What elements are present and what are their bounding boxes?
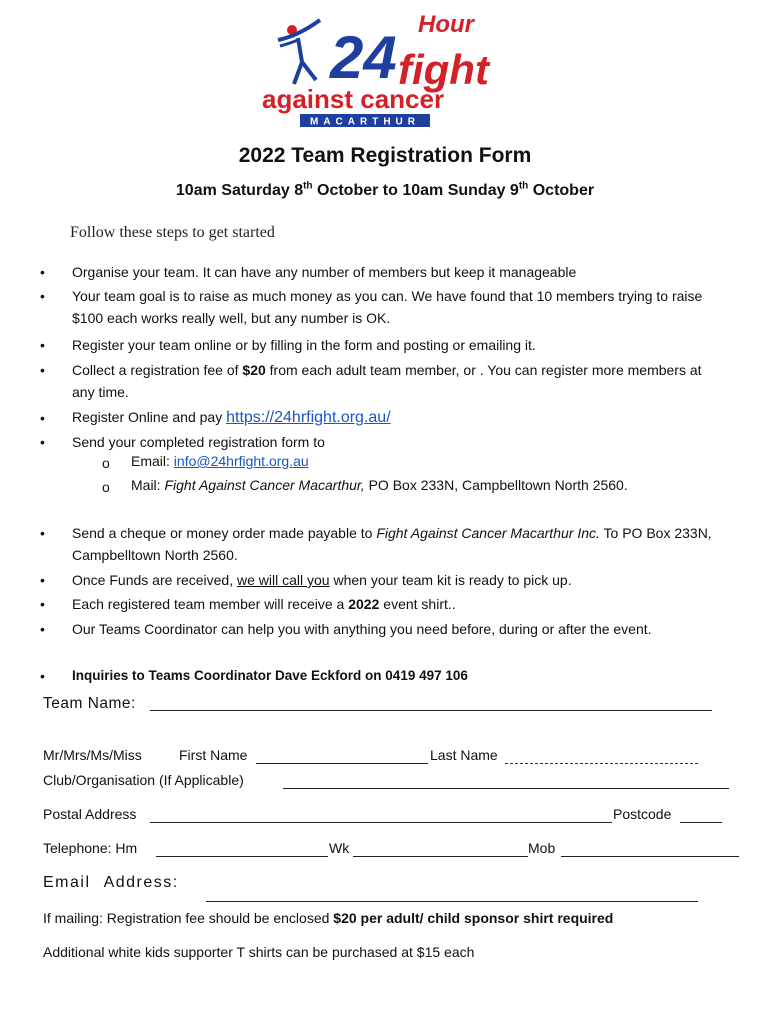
club-field[interactable] xyxy=(283,788,729,789)
telephone-work-label: Wk xyxy=(329,840,350,856)
registration-website-link[interactable]: https://24hrfight.org.au/ xyxy=(226,409,391,426)
team-name-field[interactable] xyxy=(150,710,712,711)
mail-label: Mail: xyxy=(131,477,165,493)
bullet: • xyxy=(40,668,45,684)
email-label: Email: xyxy=(131,453,174,469)
postcode-field[interactable] xyxy=(680,822,722,823)
bullet: • xyxy=(40,621,45,637)
event-dates xyxy=(0,182,770,200)
event-logo xyxy=(258,0,498,130)
intro-text: Follow these steps to get started xyxy=(70,224,275,241)
step-collect-fee xyxy=(72,359,712,403)
logo-word: fight xyxy=(398,46,489,93)
send-email-option xyxy=(131,453,309,469)
club-label: Club/Organisation (If Applicable) xyxy=(43,772,244,788)
step-text: Once Funds are received, xyxy=(72,572,237,588)
step-text: event shirt.. xyxy=(379,596,456,612)
bullet: • xyxy=(40,596,45,612)
bullet: • xyxy=(40,264,45,280)
email-address-field[interactable] xyxy=(206,901,698,902)
sub-bullet: o xyxy=(102,455,110,471)
bullet: • xyxy=(40,572,45,588)
postcode-label: Postcode xyxy=(613,806,672,822)
telephone-home-field[interactable] xyxy=(156,856,328,857)
bullet: • xyxy=(40,410,45,426)
sub-bullet: o xyxy=(102,479,110,495)
bullet: • xyxy=(40,288,45,304)
postal-address-label: Postal Address xyxy=(43,806,137,822)
mailing-note-text: If mailing: Registration fee should be enclosed xyxy=(43,910,334,926)
payee-name: Fight Against Cancer Macarthur Inc. xyxy=(376,525,600,541)
logo-tagline: against cancer xyxy=(262,84,445,114)
mailing-note xyxy=(43,910,613,926)
form-title: 2022 Team Registration Form xyxy=(238,144,532,167)
step-text: To PO Box 233N, Campbelltown North 2560. xyxy=(72,525,712,563)
event-dates-part: October xyxy=(528,182,595,199)
step-event-shirt xyxy=(72,593,712,615)
bullet: • xyxy=(40,362,45,378)
telephone-home-label: Telephone: Hm xyxy=(43,840,138,856)
email-address-label: Email Address: xyxy=(43,874,179,891)
event-dates-part: October to 10am Sunday 9 xyxy=(312,182,519,199)
logo-banner-text: MACARTHUR xyxy=(310,116,420,128)
coordinator-inquiries: Inquiries to Teams Coordinator Dave Eckford on 0419 497 106 xyxy=(72,668,468,683)
title-label: Mr/Mrs/Ms/Miss xyxy=(43,747,142,763)
event-dates-part: 10am Saturday 8 xyxy=(175,182,304,199)
step-funds-received xyxy=(72,569,712,591)
email-link[interactable]: info@24hrfight.org.au xyxy=(173,453,309,469)
step-register-online xyxy=(72,406,712,429)
step-register-team: Register your team online or by filling in the form and posting or emailing it. xyxy=(72,337,536,353)
ordinal-suffix: th xyxy=(518,180,529,192)
last-name-label: Last Name xyxy=(430,747,498,763)
mobile-field[interactable] xyxy=(561,856,739,857)
mobile-label: Mob xyxy=(528,840,556,856)
last-name-field[interactable] xyxy=(505,763,698,764)
first-name-field[interactable] xyxy=(256,763,428,764)
step-organise-team: Organise your team. It can have any number of members but keep it manageable xyxy=(72,264,577,280)
step-text: Register Online and pay xyxy=(72,409,227,425)
step-text: when your team kit is ready to pick up. xyxy=(329,572,572,588)
step-text: from each adult team member, or . You can register more members at any time. xyxy=(72,362,702,400)
step-text: Send a cheque or money order made payable to xyxy=(72,525,377,541)
mail-recipient: Fight Against Cancer Macarthur, xyxy=(164,477,365,493)
bullet: • xyxy=(40,337,45,353)
logo-figure-icon xyxy=(278,20,320,84)
step-send-cheque xyxy=(72,522,712,566)
call-note: we will call you xyxy=(236,572,330,588)
fee-amount: $20 xyxy=(242,362,266,378)
mail-address: PO Box 233N, Campbelltown North 2560. xyxy=(364,477,628,493)
ordinal-suffix: th xyxy=(303,180,313,192)
logo-top-word: Hour xyxy=(418,11,474,38)
mailing-fee: $20 per adult/ child sponsor shirt required xyxy=(333,910,614,926)
team-name-label: Team Name: xyxy=(43,695,136,712)
kids-shirt-note: Additional white kids supporter T shirts can be purchased at $15 each xyxy=(43,944,475,960)
first-name-label: First Name xyxy=(179,747,248,763)
send-mail-option xyxy=(131,477,628,493)
step-team-goal: Your team goal is to raise as much money as you can. We have found that 10 members trying to raise $100 each works really well, but any number is OK. xyxy=(72,288,703,326)
step-coordinator-help: Our Teams Coordinator can help you with anything you need before, during or after the event. xyxy=(72,621,652,637)
bullet: • xyxy=(40,525,45,541)
postal-address-field[interactable] xyxy=(150,822,612,823)
shirt-year: 2022 xyxy=(348,596,380,612)
logo-number: 24 xyxy=(330,24,397,91)
telephone-work-field[interactable] xyxy=(353,856,528,857)
step-send-form: Send your completed registration form to xyxy=(72,434,325,450)
logo-graphic xyxy=(258,0,498,130)
step-text: Each registered team member will receive a xyxy=(72,596,349,612)
step-text: Collect a registration fee of xyxy=(72,362,243,378)
bullet: • xyxy=(40,434,45,450)
